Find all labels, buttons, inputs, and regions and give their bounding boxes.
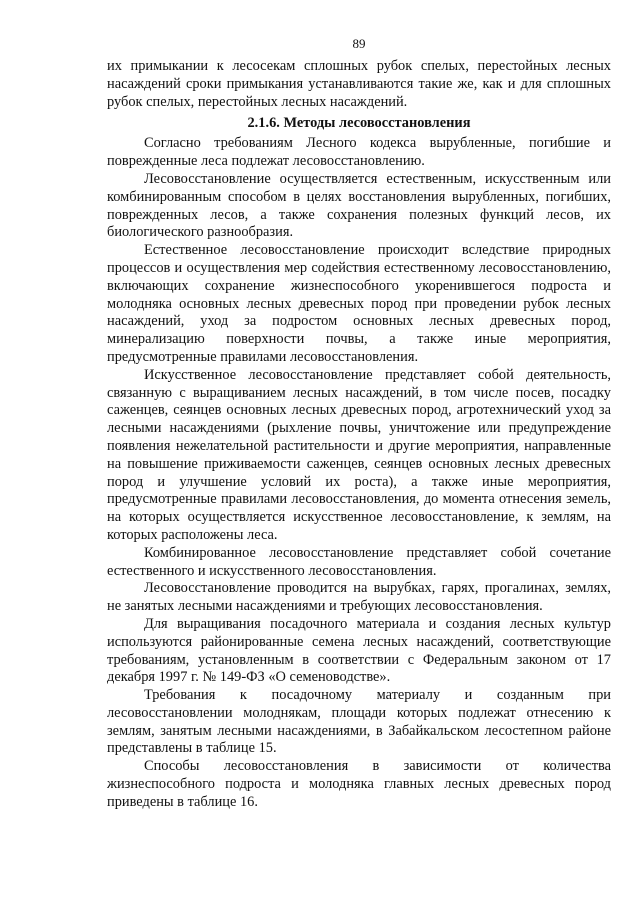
paragraph-locations: Лесовосстановление проводится на вырубках, гарях, прогалинах, землях, не занятых лесными насаждениями и требующих лесовосстановления. xyxy=(107,580,611,615)
document-body xyxy=(107,58,611,812)
paragraph-table-15: Требования к посадочному материалу и созданным при лесовосстановлении молоднякам, площади которых подлежат отнесению к землям, занятым лесными насаждениями, в Забайкальском лесостепном районе представлены в таблице 15. xyxy=(107,687,611,757)
paragraph-artificial: Искусственное лесовосстановление представляет собой деятельность, связанную с выращиванием лесных насаждений, в том числе посев, посадку саженцев, сеянцев основных лесных древесных пород, агротехнический уход за лесными насаждениями (рыхление почвы, уничтожение или предупреждение появления нежелательной растительности и другие мероприятия, направленные на повышение приживаемости саженцев, сеянцев основных лесных древесных пород и улучшение условий их роста), а также иные мероприятия, предусмотренные правилами лесовосстановления, до момента отнесения земель, на которых осуществляется искусственное лесовосстановление, к землям, на которых расположены леса. xyxy=(107,366,611,543)
paragraph-natural: Естественное лесовосстановление происходит вследствие природных процессов и осуществления мер содействия естественному лесовосстановлению, включающих сохранение жизнеспособного укоренившегося подроста и молодняка основных лесных древесных пород при проведении рубок лесных насаждений, уход за подростом основных лесных древесных пород, минерализацию поверхности почвы, а также иные мероприятия, предусмотренные правилами лесовосстановления. xyxy=(107,242,611,365)
paragraph-methods: Лесовосстановление осуществляется естественным, искусственным или комбинированным способом в целях восстановления вырубленных, погибших, поврежденных лесов, а также сохранения полезных функций лесов, их биологического разнообразия. xyxy=(107,170,611,241)
section-title: 2.1.6. Методы лесовосстановления xyxy=(247,115,471,132)
paragraph-requirements: Согласно требованиям Лесного кодекса вырубленные, погибшие и поврежденные леса подлежат лесовосстановлению. xyxy=(107,135,611,170)
paragraph-seeds: Для выращивания посадочного материала и создания лесных культур используются районированные семена лесных насаждений, соответствующие требованиям, установленным в соответствии с Федеральным законом от 17 декабря 1997 г. № 149-ФЗ «О семеноводстве». xyxy=(107,615,611,686)
page-number: 89 xyxy=(352,36,366,51)
continuation-paragraph: их примыкании к лесосекам сплошных рубок спелых, перестойных лесных насаждений сроки примыкания устанавливаются такие же, как и для сплошных рубок спелых, перестойных лесных насаждений. xyxy=(107,58,611,110)
paragraph-table-16: Способы лесовосстановления в зависимости от количества жизнеспособного подроста и молодняка главных лесных древесных пород приведены в таблице 16. xyxy=(107,758,611,810)
paragraph-combined: Комбинированное лесовосстановление представляет собой сочетание естественного и искусственного лесовосстановления. xyxy=(107,544,611,579)
